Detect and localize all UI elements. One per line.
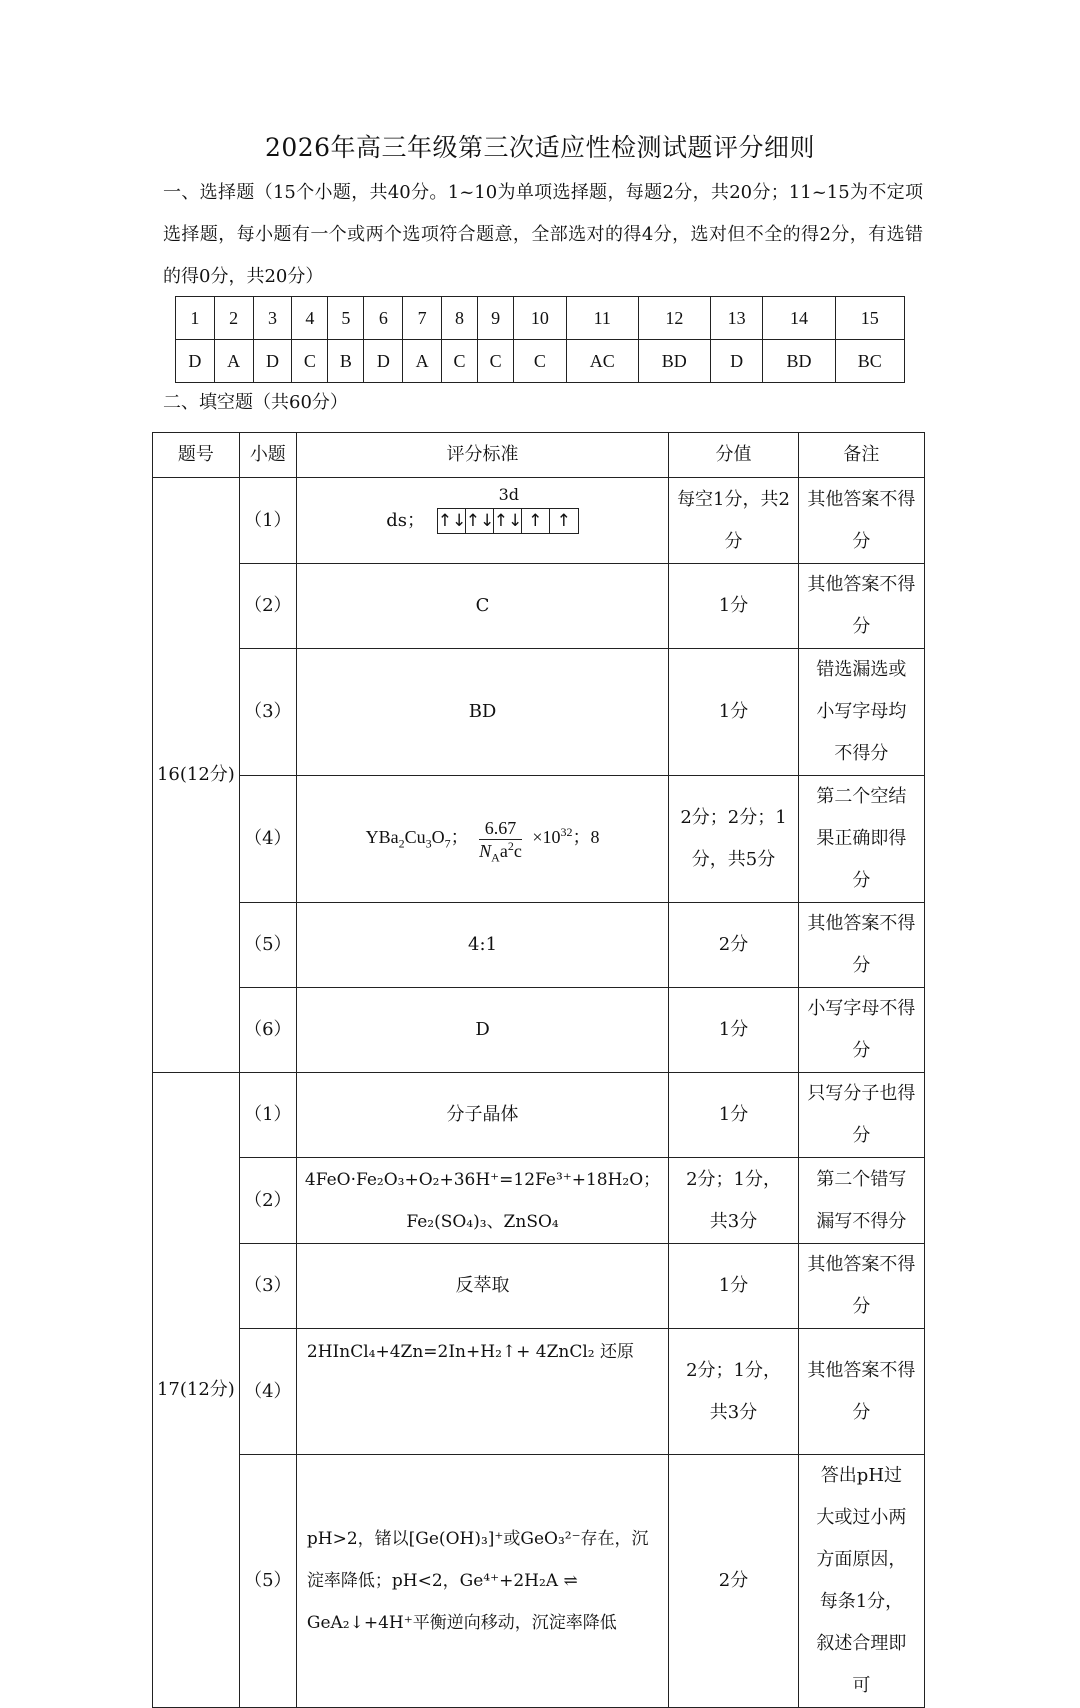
score-cell: 2分 [669, 903, 799, 988]
score-cell: 1分 [669, 988, 799, 1073]
header-note: 备注 [798, 433, 924, 478]
answer-row [176, 340, 905, 383]
subquestion-number: （2） [239, 564, 296, 649]
formula-text: N [479, 840, 492, 861]
question-number-cell: 9 [478, 297, 514, 340]
table-header-row [153, 433, 925, 478]
table-row [153, 1073, 925, 1158]
criteria-cell [296, 478, 668, 564]
question-number-cell: 4 [292, 297, 328, 340]
answer-cell: D [710, 340, 763, 383]
score-cell: 2分；2分；1分，共5分 [669, 776, 799, 903]
formula-text: Cu [404, 827, 426, 848]
formula-sub: 7 [444, 836, 451, 851]
note-cell: 只写分子也得分 [798, 1073, 924, 1158]
score-cell: 2分；1分，共3分 [669, 1158, 799, 1244]
answer-cell: BC [835, 340, 904, 383]
subquestion-number: （1） [239, 1073, 296, 1158]
answer-cell: BD [763, 340, 835, 383]
question-label: 16(12分) [153, 478, 240, 1073]
answer-cell: B [328, 340, 364, 383]
formula-sup: 2 [507, 838, 514, 853]
note-cell: 其他答案不得分 [798, 1244, 924, 1329]
formula-text: c [513, 840, 522, 861]
subquestion-number: （5） [239, 1455, 296, 1708]
note-cell: 第二个空结果正确即得分 [798, 776, 924, 903]
table-row [153, 776, 925, 903]
header-score: 分值 [669, 433, 799, 478]
question-number-cell: 1 [176, 297, 215, 340]
score-cell: 1分 [669, 1073, 799, 1158]
table-row [153, 903, 925, 988]
section2-heading: 二、填空题（共60分） [163, 392, 348, 413]
criteria-cell: 分子晶体 [296, 1073, 668, 1158]
answer-cell: BD [638, 340, 710, 383]
answer-cell: A [214, 340, 253, 383]
subquestion-number: （1） [239, 478, 296, 564]
answer-cell: D [176, 340, 215, 383]
answer-cell: AC [566, 340, 638, 383]
table-row [153, 564, 925, 649]
note-cell: 答出pH过大或过小两方面原因，每条1分，叙述合理即可 [798, 1455, 924, 1708]
question-number-cell: 12 [638, 297, 710, 340]
note-cell: 错选漏选或小写字母均不得分 [798, 649, 924, 776]
header-subquestion: 小题 [239, 433, 296, 478]
formula-text: a [499, 840, 508, 861]
table-row [153, 1329, 925, 1455]
question-number-cell: 6 [364, 297, 403, 340]
formula-text: ；8 [572, 827, 600, 848]
criteria-cell: 4FeO·Fe₂O₃+O₂+36H⁺=12Fe³⁺+18H₂O；Fe₂(SO₄)₃、ZnSO₄ [296, 1158, 668, 1244]
answer-cell: C [478, 340, 514, 383]
criteria-cell: 反萃取 [296, 1244, 668, 1329]
question-number-cell: 10 [514, 297, 567, 340]
scoring-table [152, 432, 925, 1708]
criteria-cell: pH>2，锗以[Ge(OH)₃]⁺或GeO₃²⁻存在，沉淀率降低；pH<2，Ge⁴⁺+2H₂A ⇌ GeA₂↓+4H⁺平衡逆向移动，沉淀率降低 [296, 1455, 668, 1708]
subquestion-number: （6） [239, 988, 296, 1073]
answer-cell: C [514, 340, 567, 383]
table-row [153, 1455, 925, 1708]
answer-cell: C [292, 340, 328, 383]
subquestion-number: （4） [239, 1329, 296, 1455]
orbital-box: ↑ [556, 510, 571, 531]
orbital-box: ↑↓ [437, 510, 467, 531]
table-row [153, 478, 925, 564]
question-label: 17(12分) [153, 1073, 240, 1708]
score-cell: 1分 [669, 649, 799, 776]
answer-cell: D [364, 340, 403, 383]
answer-cell: C [442, 340, 478, 383]
formula-sup: 32 [560, 825, 573, 840]
criteria-cell: 4:1 [296, 903, 668, 988]
criteria-cell: 2HInCl₄+4Zn=2In+H₂↑+ 4ZnCl₂ 还原 [296, 1329, 668, 1455]
answer-cell: D [253, 340, 292, 383]
header-question: 题号 [153, 433, 240, 478]
criteria-cell: BD [296, 649, 668, 776]
formula-text: O [431, 827, 445, 848]
page-title: 2026年高三年级第三次适应性检测试题评分细则 [264, 133, 816, 162]
density-fraction [479, 817, 522, 865]
subquestion-number: （3） [239, 649, 296, 776]
score-cell: 2分；1分，共3分 [669, 1329, 799, 1455]
score-cell: 2分 [669, 1455, 799, 1708]
subquestion-number: （4） [239, 776, 296, 903]
formula-text: ×10 [532, 827, 561, 848]
answer-cell: A [403, 340, 442, 383]
score-cell: 1分 [669, 1244, 799, 1329]
subquestion-number: （2） [239, 1158, 296, 1244]
fraction-numerator: 6.67 [479, 817, 522, 840]
score-cell: 每空1分，共2分 [669, 478, 799, 564]
orbital-box: ↑↓ [493, 510, 523, 531]
question-number-cell: 15 [835, 297, 904, 340]
table-row [153, 649, 925, 776]
table-row [153, 1158, 925, 1244]
formula-text: YBa [365, 827, 399, 848]
note-cell: 其他答案不得分 [798, 478, 924, 564]
formula-text: ； [450, 827, 469, 848]
table-row [153, 988, 925, 1073]
section1-instructions: 一、选择题（15个小题，共40分。1~10为单项选择题，每题2分，共20分；11~15为不定项选择题，每小题有一个或两个选项符合题意，全部选对的得4分，选对但不全的得2分，有选错的得0分，共20分） [163, 182, 923, 287]
criteria-prefix: ds； [386, 509, 426, 531]
question-number-cell: 5 [328, 297, 364, 340]
score-cell: 1分 [669, 564, 799, 649]
subquestion-number: （5） [239, 903, 296, 988]
question-number-cell: 7 [403, 297, 442, 340]
note-cell: 小写字母不得分 [798, 988, 924, 1073]
orbital-label: 3d [498, 484, 519, 504]
question-number-cell: 3 [253, 297, 292, 340]
note-cell: 其他答案不得分 [798, 1329, 924, 1455]
question-number-row [176, 297, 905, 340]
formula-sub: 2 [398, 836, 405, 851]
question-number-cell: 2 [214, 297, 253, 340]
orbital-diagram [437, 484, 579, 534]
criteria-cell: D [296, 988, 668, 1073]
question-number-cell: 14 [763, 297, 835, 340]
answer-key-table [175, 296, 905, 383]
question-number-cell: 8 [442, 297, 478, 340]
formula-sub: 3 [425, 836, 432, 851]
note-cell: 其他答案不得分 [798, 564, 924, 649]
criteria-cell [296, 776, 668, 903]
criteria-cell: C [296, 564, 668, 649]
orbital-box: ↑ [522, 509, 550, 533]
note-cell: 其他答案不得分 [798, 903, 924, 988]
fraction-denominator [479, 838, 522, 865]
formula-sub: A [491, 850, 500, 865]
question-number-cell: 13 [710, 297, 763, 340]
question-number-cell: 11 [566, 297, 638, 340]
table-row [153, 1244, 925, 1329]
header-criteria: 评分标准 [296, 433, 668, 478]
subquestion-number: （3） [239, 1244, 296, 1329]
orbital-box: ↑↓ [465, 510, 495, 531]
note-cell: 第二个错写漏写不得分 [798, 1158, 924, 1244]
